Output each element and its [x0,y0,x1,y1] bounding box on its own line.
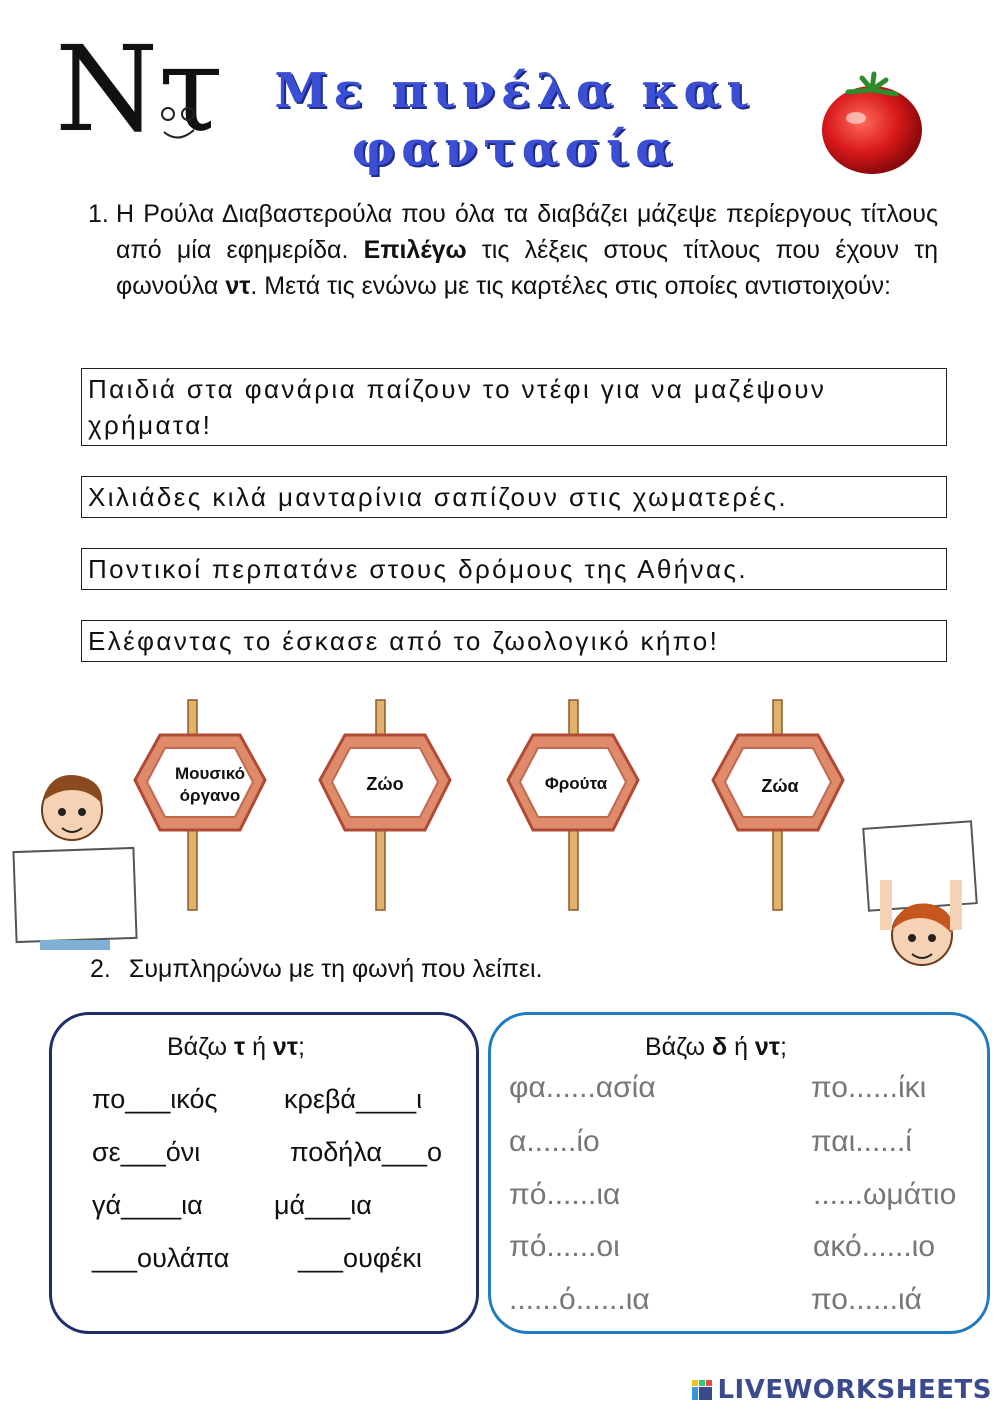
tau-face-drawing [150,100,220,150]
panel-left-title-or: ή [245,1033,273,1061]
exercise-1-text-a: Η Ρούλα Διαβαστερούλα που όλα τα διαβάζει μάζεψε περίεργους τίτλους από μία εφημερίδα. [116,200,938,264]
panel-left-title-q: ; [297,1033,305,1061]
fill-word[interactable]: πό......οι [509,1230,620,1263]
kid-left-drawing [13,775,136,950]
panel-right-title-pre: Βάζω [645,1033,712,1061]
sign-2-label: Ζώο [366,774,404,794]
headline-1[interactable]: Παιδιά στα φανάρια παίζουν το ντέφι για να μαζέψουν χρήματα! [81,368,947,446]
exercise-2-number: 2. [90,955,111,983]
liveworksheets-brand-text: LIVEWORKSHEETS [717,1375,992,1405]
panel-left-title [167,1033,305,1062]
fill-word[interactable]: πο......ιά [811,1283,922,1316]
title-line-2: φαντασία [351,121,679,177]
exercise-1-text-b: τις λέξεις στους τίτλους που έχουν τη φωνούλα [116,236,938,300]
sign-1-label [150,763,270,807]
fill-word[interactable]: ......ωμάτιο [813,1178,957,1211]
exercise-1-instructions [80,196,938,304]
panel-right-title-nt: ντ [754,1033,780,1061]
headline-4[interactable]: Ελέφαντας το έσκασε από το ζωολογικό κήπο! [81,620,947,662]
fill-word[interactable]: φα......ασία [509,1071,656,1104]
fill-word[interactable]: πο......ίκι [811,1071,927,1104]
fill-word[interactable]: ___ουφέκι [298,1243,422,1273]
fill-word[interactable]: μά___ια [274,1190,372,1220]
exercise-2-instructions [90,955,543,984]
panel-left-title-t: τ [233,1033,246,1061]
fill-word[interactable]: σε___όνι [92,1137,201,1167]
panel-t-or-nt [49,1012,479,1334]
panel-left-title-pre: Βάζω [167,1033,234,1061]
panel-right-title-or: ή [727,1033,755,1061]
fill-word[interactable]: ......ό......ια [509,1283,650,1316]
fill-word[interactable]: ποδήλα___ο [290,1137,443,1167]
panel-right-title-d: δ [711,1033,728,1061]
exercise-1-bold-nt: ντ [225,272,251,300]
sign-3-label: Φρούτα [544,774,608,793]
headline-3[interactable]: Ποντικοί περπατάνε στους δρόμους της Αθήνας. [81,548,947,590]
panel-d-or-nt [488,1012,990,1334]
panel-left-title-nt: ντ [272,1033,298,1061]
kid-right-drawing [863,821,976,965]
exercise-1-number: 1. [88,200,109,228]
exercise-2-text: Συμπληρώνω με τη φωνή που λείπει. [128,955,543,983]
liveworksheets-brand[interactable] [691,1375,992,1405]
fill-word[interactable]: ___ουλάπα [92,1243,230,1273]
sign-1-label-line-2: όργανο [179,786,241,805]
fill-word[interactable]: πο___ικός [92,1084,218,1114]
exercise-1-bold-choose: Επιλέγω [363,236,467,264]
fill-word[interactable]: πό......ια [509,1178,621,1211]
big-letters-nt: Ντ [55,20,224,158]
panel-right-title [645,1033,787,1062]
liveworksheets-logo-icon [691,1379,713,1401]
headline-2[interactable]: Χιλιάδες κιλά μανταρίνια σαπίζουν στις χωματερές. [81,476,947,518]
title-line-1: Με πινέλα και [274,63,756,119]
fill-word[interactable]: γά____ια [92,1190,203,1220]
signs-illustration [0,690,1000,990]
sign-1-label-line-1: Μουσικό [174,764,246,783]
fill-word[interactable]: ακό......ιο [813,1230,936,1263]
panel-right-title-q: ; [779,1033,787,1061]
fill-word[interactable]: κρεβά____ι [284,1084,423,1114]
exercise-1-text-c: . Μετά τις ενώνω με τις καρτέλες στις οποίες αντιστοιχούν: [250,272,891,300]
worksheet-title [220,62,810,178]
sign-4-label: Ζώα [761,776,799,796]
fill-word[interactable]: α......ίο [509,1125,600,1158]
exercise-1-text [116,196,938,304]
tomato-icon [818,70,928,180]
fill-word[interactable]: παι......ί [811,1125,912,1158]
